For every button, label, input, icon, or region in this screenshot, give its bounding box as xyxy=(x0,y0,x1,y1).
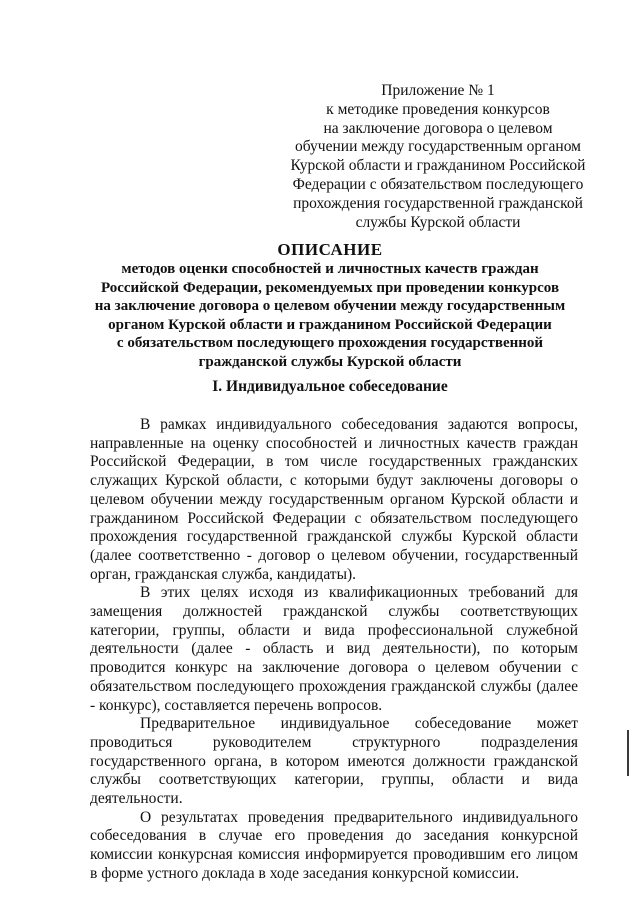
scan-edge-mark xyxy=(627,730,629,776)
subtitle-line: на заключение договора о целевом обучении между государственным xyxy=(94,298,566,315)
appendix-line: к методике проведения конкурсов xyxy=(326,100,550,118)
paragraph: В этих целях исходя из квалификационных требований для замещения должностей гражданской службы соответствующих категории, группы, области и вида профессиональной служебной деятельности (далее - область и вид деятельности), по которым проводится конкурс на заключение договора о целевом обучении с обязательством последующего прохождения гражданской службы (далее - конкурс), составляется перечень вопросов. xyxy=(90,584,578,714)
subtitle-line: методов оценки способностей и личностных качеств граждан xyxy=(121,261,539,277)
title-block xyxy=(80,240,580,372)
paragraph: О результатах проведения предварительного индивидуального собеседования в случае его проведения до заседания конкурсной комиссии конкурсная комиссия информируется проводившим его лицом в форме устного доклада в ходе заседания конкурсной комиссии. xyxy=(90,808,578,882)
appendix-line: Федерации с обязательством последующего xyxy=(292,175,584,193)
paragraph: В рамках индивидуального собеседования задаются вопросы, направленные на оценку способностей и личностных качеств граждан Российской Федерации, в том числе государственных гражданских служащих Курской области, с которыми будут заключены договоры о целевом обучении между государственным органом Курской области и гражданином Российской Федерации с обязательством последующего прохождения государственной гражданской службы Курской области (далее соответственно - договор о целевом обучении, государственный орган, гражданская служба, кандидаты). xyxy=(90,416,578,583)
appendix-line: на заключение договора о целевом xyxy=(323,119,553,137)
paragraph: Предварительное индивидуальное собеседование может проводиться руководителем структурного подразделения государственного органа, в котором имеются должности гражданской службы соответствующих категории, группы, области и вида деятельности. xyxy=(90,715,578,808)
appendix-line: Приложение № 1 xyxy=(381,82,495,99)
subtitle-line: гражданской службы Курской области xyxy=(198,353,462,370)
appendix-header xyxy=(288,82,588,232)
appendix-line: службы Курской области xyxy=(355,213,521,231)
appendix-line: Курской области и гражданином Российской xyxy=(290,157,586,175)
section-heading: I. Индивидуальное собеседование xyxy=(212,378,448,395)
subtitle-line: органом Курской области и гражданином Российской Федерации xyxy=(108,316,552,333)
body-text xyxy=(90,416,578,884)
subtitle-line: Российской Федерации, рекомендуемых при проведении конкурсов xyxy=(100,279,560,296)
subtitle-line: с обязательством последующего прохождения государственной xyxy=(116,335,544,352)
appendix-line: прохождения государственной гражданской xyxy=(293,194,583,212)
document-subtitle xyxy=(80,260,580,372)
document-title: ОПИСАНИЕ xyxy=(277,240,383,259)
appendix-line: обучении между государственным органом xyxy=(295,138,581,156)
